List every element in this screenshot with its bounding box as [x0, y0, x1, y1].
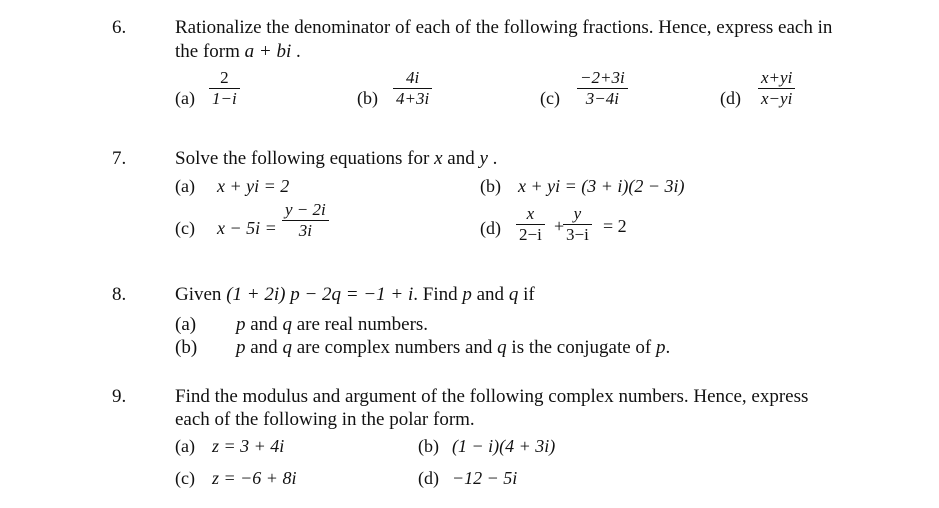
q7a-equation: x + yi = 2	[217, 176, 290, 196]
q9c-label: (c)	[175, 468, 195, 488]
q6b-denominator: 4+3i	[396, 89, 430, 108]
q6d-denominator: x−yi	[761, 89, 793, 108]
q8b-label: (b)	[175, 337, 198, 358]
q8a-text: p and q are real numbers.	[236, 314, 429, 335]
q7-stem: Solve the following equations for x and y .	[175, 148, 498, 169]
q7b-label: (b)	[480, 176, 501, 196]
q9d-label: (d)	[418, 468, 439, 488]
q9c-expression: z = −6 + 8i	[212, 468, 297, 488]
q7d-numerator-2: y	[573, 204, 582, 223]
q7d-fraction-2	[563, 204, 592, 245]
q7d-numerator-1: x	[526, 204, 535, 223]
q8-stem: Given (1 + 2i) p − 2q = −1 + i. Find p and q if	[175, 284, 535, 305]
q7c-denominator: 3i	[298, 221, 312, 240]
q6b-label: (b)	[357, 88, 378, 108]
q6a-denominator: 1−i	[212, 89, 237, 108]
q8-number: 8.	[112, 284, 127, 305]
q8a-label: (a)	[175, 314, 197, 335]
q6d-numerator: x+yi	[761, 68, 793, 87]
q7c-lhs: x − 5i =	[217, 218, 277, 238]
q6a-numerator: 2	[220, 68, 229, 87]
q6b-fraction	[393, 68, 432, 109]
q6d-fraction	[758, 68, 795, 109]
q6d-label: (d)	[720, 88, 741, 108]
q8b-text: p and q are complex numbers and q is the conjugate of p.	[236, 337, 671, 358]
q9a-expression: z = 3 + 4i	[212, 436, 285, 456]
q7b-equation: x + yi = (3 + i)(2 − 3i)	[518, 176, 685, 196]
q7-number: 7.	[112, 148, 127, 169]
q7c-numerator: y − 2i	[285, 200, 326, 219]
q9a-label: (a)	[175, 436, 195, 456]
q9b-label: (b)	[418, 436, 439, 456]
q9d-expression: −12 − 5i	[452, 468, 518, 488]
q7d-plus: +	[554, 216, 565, 236]
q6a-fraction	[209, 68, 240, 109]
q7d-fraction-1	[516, 204, 545, 245]
q7d-rhs: = 2	[603, 216, 627, 236]
q6c-fraction	[577, 68, 628, 109]
q7c-fraction	[282, 200, 329, 241]
q9-stem-line1: Find the modulus and argument of the following complex numbers. Hence, express	[175, 386, 809, 407]
q9-stem-line2: each of the following in the polar form.	[175, 409, 475, 430]
q6c-label: (c)	[540, 88, 560, 108]
q9-number: 9.	[112, 386, 127, 407]
q6-stem-line2: the form a + bi .	[175, 41, 301, 62]
q9b-expression: (1 − i)(4 + 3i)	[452, 436, 556, 456]
q6a-label: (a)	[175, 88, 195, 108]
q6b-numerator: 4i	[405, 68, 420, 87]
q6-number: 6.	[112, 17, 127, 38]
q7d-denominator-1: 2−i	[519, 225, 542, 244]
q6-stem-line1: Rationalize the denominator of each of the following fractions. Hence, express each in	[175, 17, 833, 38]
q6c-numerator: −2+3i	[580, 68, 625, 87]
q7d-denominator-2: 3−i	[566, 225, 589, 244]
q6c-denominator: 3−4i	[585, 89, 619, 108]
q7c-label: (c)	[175, 218, 195, 238]
q7d-label: (d)	[480, 218, 501, 238]
q7a-label: (a)	[175, 176, 195, 196]
